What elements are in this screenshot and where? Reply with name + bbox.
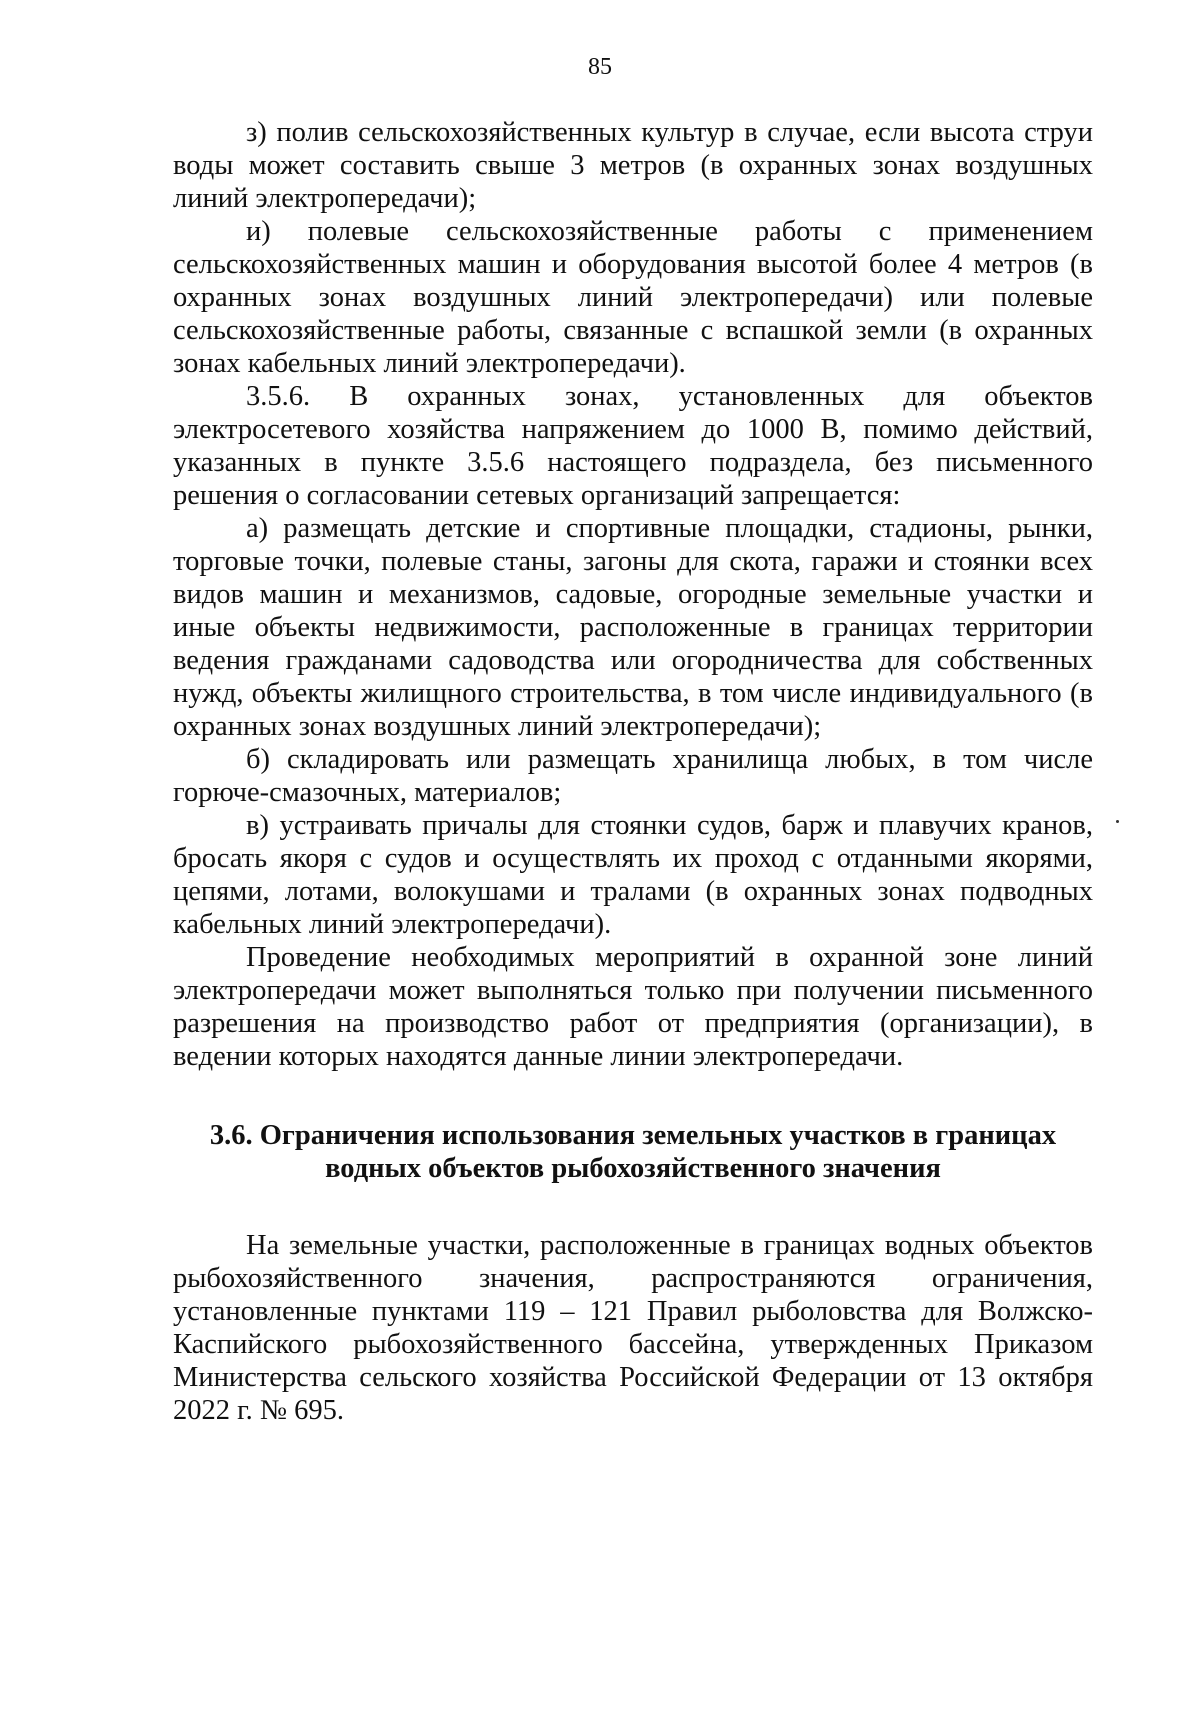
paragraph-b: б) складировать или размещать хранилища любых, в том числе горюче-смазочных, материалов; [173, 744, 1093, 808]
section-body: На земельные участки, расположенные в границах водных объектов рыбохозяйственного значения, распространяются ограничения, установленные пунктами 119 – 121 Правил рыболовства для Волжско-Каспийского рыбохозяйственного бассейна, утвержденных Приказом Министерства сельского хозяйства Российской Федерации от 13 октября 2022 г. № 695. [173, 1230, 1093, 1426]
section-heading-line-1: 3.6. Ограничения использования земельных участков в границах [209, 1120, 1057, 1151]
page-content [173, 116, 1093, 1427]
scan-speck [1116, 820, 1119, 823]
section-heading [173, 1119, 1093, 1185]
paragraph-i: и) полевые сельскохозяйственные работы с применением сельскохозяйственных машин и оборудования высотой более 4 метров (в охранных зонах воздушных линий электропередачи) или полевые сельскохозяйственные работы, связанные с вспашкой земли (в охранных зонах кабельных линий электропередачи). [173, 216, 1093, 379]
paragraph-z: з) полив сельскохозяйственных культур в случае, если высота струи воды может составить свыше 3 метров (в охранных зонах воздушных линий электропередачи); [173, 117, 1093, 214]
paragraph-measures: Проведение необходимых мероприятий в охранной зоне линий электропередачи может выполняться только при получении письменного разрешения на производство работ от предприятия (организации), в ведении которых находятся данные линии электропередачи. [173, 942, 1093, 1072]
page-number: 85 [588, 54, 612, 80]
paragraph-a: а) размещать детские и спортивные площадки, стадионы, рынки, торговые точки, полевые станы, загоны для скота, гаражи и стоянки всех видов машин и механизмов, садовые, огородные земельные участки и иные объекты недвижимости, расположенные в границах территории ведения гражданами садоводства или огородничества для собственных нужд, объекты жилищного строительства, в том числе индивидуального (в охранных зонах воздушных линий электропередачи); [173, 513, 1093, 742]
paragraph-3-5-6: 3.5.6. В охранных зонах, установленных для объектов электросетевого хозяйства напряжением до 1000 В, помимо действий, указанных в пункте 3.5.6 настоящего подраздела, без письменного решения о согласовании сетевых организаций запрещается: [173, 381, 1093, 511]
section-heading-line-2: водных объектов рыбохозяйственного значения [325, 1153, 941, 1184]
paragraph-v: в) устраивать причалы для стоянки судов, барж и плавучих кранов, бросать якоря с судов и осуществлять их проход с отданными якорями, цепями, лотами, волокушами и тралами (в охранных зонах подводных кабельных линий электропередачи). [173, 810, 1093, 940]
